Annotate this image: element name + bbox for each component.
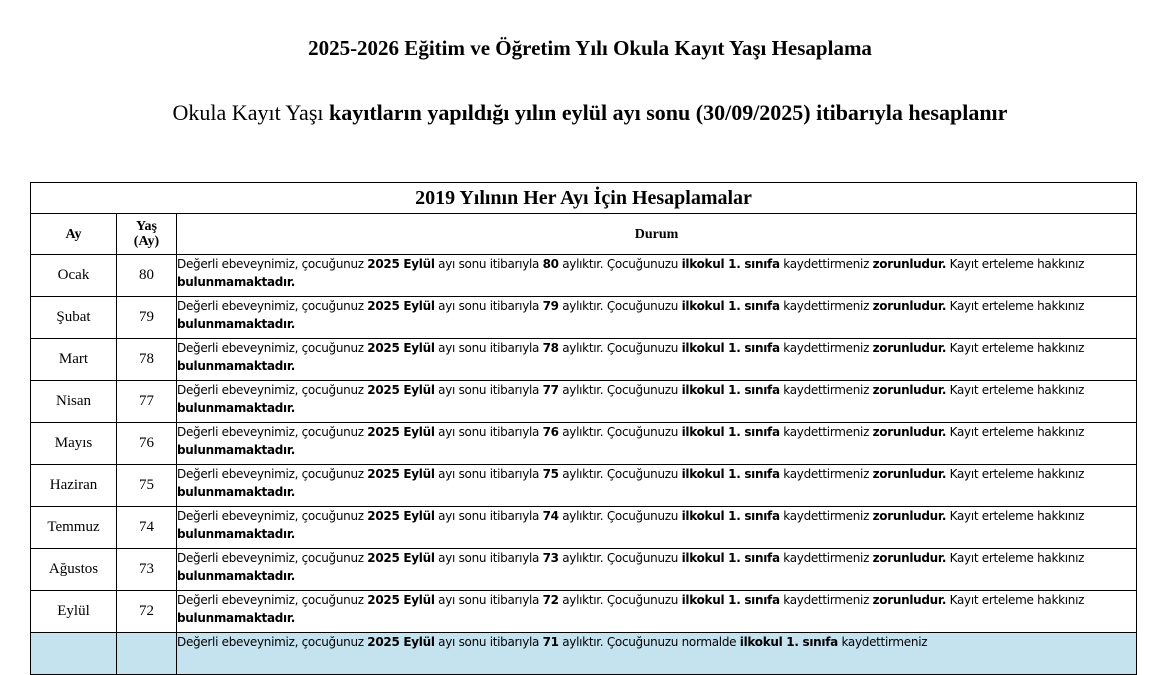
status-bold-no-deferral: bulunmamaktadır. — [177, 611, 296, 625]
document-title: 2025-2026 Eğitim ve Öğretim Yılı Okula Kayıt Yaşı Hesaplama — [308, 36, 872, 60]
status-text: Kayıt erteleme hakkınız — [946, 299, 1085, 313]
status-bold-date: 2025 Eylül — [367, 593, 435, 607]
status-bold-mandatory: zorunludur. — [872, 425, 947, 439]
status-bold-mandatory: zorunludur. — [872, 509, 947, 523]
status-text: aylıktır. Çocuğunuzu — [558, 425, 682, 439]
status-cell — [177, 339, 1137, 381]
status-text: kaydettirmeniz — [779, 593, 873, 607]
status-bold-no-deferral: bulunmamaktadır. — [177, 569, 296, 583]
status-bold-mandatory: zorunludur. — [872, 383, 947, 397]
subtitle-bold-text: kayıtların yapıldığı yılın eylül ayı sonu (30/09/2025) itibarıyla hesaplanır — [329, 100, 1008, 125]
status-cell — [177, 423, 1137, 465]
status-bold-age: 76 — [542, 425, 559, 439]
status-text: kaydettirmeniz — [779, 341, 873, 355]
table-row-partial — [31, 633, 1137, 675]
status-text: ayı sonu itibarıyla — [434, 593, 543, 607]
status-text: aylıktır. Çocuğunuzu — [558, 299, 682, 313]
status-cell — [177, 465, 1137, 507]
status-bold-grade: ilkokul 1. sınıfa — [681, 425, 780, 439]
column-header-status: Durum — [177, 214, 1137, 255]
status-text: Değerli ebeveynimiz, çocuğunuz — [177, 425, 368, 439]
status-bold-date: 2025 Eylül — [367, 383, 435, 397]
status-text: aylıktır. Çocuğunuzu — [558, 593, 682, 607]
status-text: Kayıt erteleme hakkınız — [946, 509, 1085, 523]
month-cell: Mart — [31, 339, 117, 381]
status-text: kaydettirmeniz — [779, 383, 873, 397]
status-text: kaydettirmeniz — [837, 635, 928, 649]
status-text: kaydettirmeniz — [779, 509, 873, 523]
status-text: Kayıt erteleme hakkınız — [946, 593, 1085, 607]
status-bold-date: 2025 Eylül — [367, 467, 435, 481]
age-months-cell: 80 — [117, 255, 177, 297]
status-bold-grade: ilkokul 1. sınıfa — [681, 593, 780, 607]
status-bold-age: 74 — [542, 509, 559, 523]
status-text: ayı sonu itibarıyla — [434, 299, 543, 313]
status-bold-grade: ilkokul 1. sınıfa — [681, 509, 780, 523]
status-bold-date: 2025 Eylül — [367, 299, 435, 313]
status-text: Kayıt erteleme hakkınız — [946, 551, 1085, 565]
status-cell — [177, 381, 1137, 423]
status-text: Kayıt erteleme hakkınız — [946, 425, 1085, 439]
status-text: Değerli ebeveynimiz, çocuğunuz — [177, 635, 368, 649]
status-text: Değerli ebeveynimiz, çocuğunuz — [177, 467, 368, 481]
status-bold-age: 77 — [542, 383, 559, 397]
status-bold-grade: ilkokul 1. sınıfa — [681, 341, 780, 355]
status-text: aylıktır. Çocuğunuzu — [558, 257, 682, 271]
age-months-cell: 73 — [117, 549, 177, 591]
status-bold-age: 71 — [542, 635, 559, 649]
status-bold-mandatory: zorunludur. — [872, 467, 947, 481]
status-text: Değerli ebeveynimiz, çocuğunuz — [177, 509, 368, 523]
table-row — [31, 381, 1137, 423]
status-bold-grade: ilkokul 1. sınıfa — [681, 257, 780, 271]
status-bold-no-deferral: bulunmamaktadır. — [177, 527, 296, 541]
status-text: kaydettirmeniz — [779, 551, 873, 565]
status-text: Değerli ebeveynimiz, çocuğunuz — [177, 299, 368, 313]
status-text: Kayıt erteleme hakkınız — [946, 257, 1085, 271]
status-bold-no-deferral: bulunmamaktadır. — [177, 443, 296, 457]
status-text: Kayıt erteleme hakkınız — [946, 383, 1085, 397]
subtitle-regular-text: Okula Kayıt Yaşı — [172, 100, 329, 125]
table-row — [31, 255, 1137, 297]
status-bold-date: 2025 Eylül — [367, 635, 435, 649]
month-cell: Haziran — [31, 465, 117, 507]
month-cell: Şubat — [31, 297, 117, 339]
age-months-cell: 72 — [117, 591, 177, 633]
month-cell — [31, 633, 117, 675]
age-months-cell: 75 — [117, 465, 177, 507]
table-row — [31, 591, 1137, 633]
table-row — [31, 339, 1137, 381]
status-bold-date: 2025 Eylül — [367, 341, 435, 355]
status-text: aylıktır. Çocuğunuzu — [558, 341, 682, 355]
status-bold-date: 2025 Eylül — [367, 257, 435, 271]
month-cell: Nisan — [31, 381, 117, 423]
age-months-cell: 77 — [117, 381, 177, 423]
status-bold-date: 2025 Eylül — [367, 551, 435, 565]
status-text: aylıktır. Çocuğunuzu normalde — [558, 635, 740, 649]
status-text: ayı sonu itibarıyla — [434, 341, 543, 355]
age-months-cell — [117, 633, 177, 675]
status-text: ayı sonu itibarıyla — [434, 383, 543, 397]
status-bold-mandatory: zorunludur. — [872, 299, 947, 313]
status-cell — [177, 255, 1137, 297]
status-text: kaydettirmeniz — [779, 257, 873, 271]
table-row — [31, 465, 1137, 507]
month-cell: Eylül — [31, 591, 117, 633]
age-months-cell: 79 — [117, 297, 177, 339]
status-bold-grade: ilkokul 1. sınıfa — [681, 299, 780, 313]
age-months-cell: 74 — [117, 507, 177, 549]
table-title: 2019 Yılının Her Ayı İçin Hesaplamalar — [31, 183, 1137, 214]
table-row — [31, 297, 1137, 339]
age-header-line2: (Ay) — [133, 234, 160, 249]
status-bold-no-deferral: bulunmamaktadır. — [177, 401, 296, 415]
status-text: kaydettirmeniz — [779, 425, 873, 439]
month-cell: Mayıs — [31, 423, 117, 465]
status-bold-date: 2025 Eylül — [367, 509, 435, 523]
status-bold-age: 80 — [542, 257, 559, 271]
column-header-month: Ay — [31, 214, 117, 255]
table-row — [31, 507, 1137, 549]
status-bold-mandatory: zorunludur. — [872, 257, 947, 271]
status-text: Değerli ebeveynimiz, çocuğunuz — [177, 383, 368, 397]
status-text: Değerli ebeveynimiz, çocuğunuz — [177, 593, 368, 607]
month-cell: Ocak — [31, 255, 117, 297]
status-text: aylıktır. Çocuğunuzu — [558, 509, 682, 523]
status-text: aylıktır. Çocuğunuzu — [558, 383, 682, 397]
status-text: aylıktır. Çocuğunuzu — [558, 467, 682, 481]
status-bold-mandatory: zorunludur. — [872, 341, 947, 355]
status-cell — [177, 549, 1137, 591]
status-text: Değerli ebeveynimiz, çocuğunuz — [177, 551, 368, 565]
status-bold-no-deferral: bulunmamaktadır. — [177, 275, 296, 289]
status-text: Kayıt erteleme hakkınız — [946, 467, 1085, 481]
status-text: kaydettirmeniz — [779, 299, 873, 313]
age-months-cell: 78 — [117, 339, 177, 381]
status-text: ayı sonu itibarıyla — [434, 551, 543, 565]
status-text: ayı sonu itibarıyla — [434, 635, 543, 649]
status-bold-no-deferral: bulunmamaktadır. — [177, 485, 296, 499]
status-text: ayı sonu itibarıyla — [434, 509, 543, 523]
status-text: kaydettirmeniz — [779, 467, 873, 481]
status-cell — [177, 591, 1137, 633]
status-bold-grade: ilkokul 1. sınıfa — [681, 467, 780, 481]
status-bold-mandatory: zorunludur. — [872, 593, 947, 607]
status-bold-grade: ilkokul 1. sınıfa — [739, 635, 838, 649]
status-cell — [177, 507, 1137, 549]
table-row — [31, 549, 1137, 591]
month-cell: Ağustos — [31, 549, 117, 591]
status-text: aylıktır. Çocuğunuzu — [558, 551, 682, 565]
status-bold-mandatory: zorunludur. — [872, 551, 947, 565]
status-text: ayı sonu itibarıyla — [434, 425, 543, 439]
status-bold-age: 78 — [542, 341, 559, 355]
status-bold-age: 72 — [542, 593, 559, 607]
document-subtitle — [0, 100, 1150, 126]
age-header-line1: Yaş — [135, 219, 157, 234]
status-bold-date: 2025 Eylül — [367, 425, 435, 439]
status-bold-no-deferral: bulunmamaktadır. — [177, 359, 296, 373]
status-cell — [177, 633, 1137, 675]
status-text: Kayıt erteleme hakkınız — [946, 341, 1085, 355]
status-cell — [177, 297, 1137, 339]
status-bold-age: 75 — [542, 467, 559, 481]
status-text: Değerli ebeveynimiz, çocuğunuz — [177, 257, 368, 271]
status-text: ayı sonu itibarıyla — [434, 257, 543, 271]
status-bold-age: 73 — [542, 551, 559, 565]
status-text: Değerli ebeveynimiz, çocuğunuz — [177, 341, 368, 355]
age-months-cell: 76 — [117, 423, 177, 465]
table-row — [31, 423, 1137, 465]
column-header-age — [117, 214, 177, 255]
status-bold-age: 79 — [542, 299, 559, 313]
status-bold-no-deferral: bulunmamaktadır. — [177, 317, 296, 331]
status-bold-grade: ilkokul 1. sınıfa — [681, 551, 780, 565]
status-bold-grade: ilkokul 1. sınıfa — [681, 383, 780, 397]
month-cell: Temmuz — [31, 507, 117, 549]
age-calculation-table — [30, 182, 1137, 675]
status-text: ayı sonu itibarıyla — [434, 467, 543, 481]
